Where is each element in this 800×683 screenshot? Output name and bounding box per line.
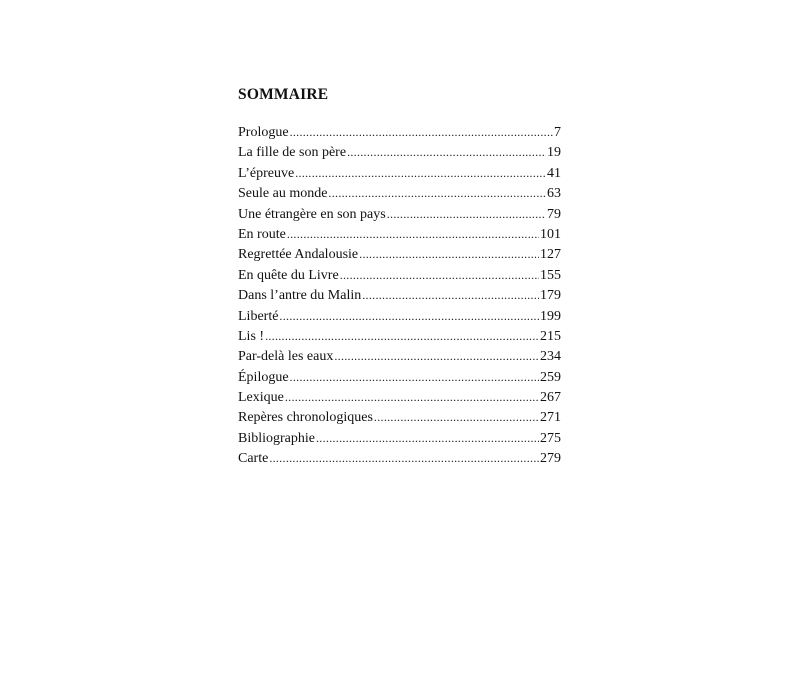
toc-entry xyxy=(238,142,561,162)
toc-leader-dots xyxy=(359,244,539,264)
toc-leader-dots xyxy=(295,163,546,183)
toc-entry xyxy=(238,265,561,285)
toc-leader-dots xyxy=(347,142,546,162)
toc-entry xyxy=(238,346,561,366)
toc-entry xyxy=(238,306,561,326)
toc-entry-label: Épilogue xyxy=(238,369,289,385)
toc-entry-label: Prologue xyxy=(238,125,289,140)
toc-entry-page: 155 xyxy=(540,267,561,283)
toc-entry xyxy=(238,407,561,427)
toc-entry-page: 279 xyxy=(540,451,561,467)
toc-entry-page: 127 xyxy=(540,247,561,263)
toc-entry-page: 63 xyxy=(547,186,561,202)
toc-entry xyxy=(238,183,561,203)
toc-entry xyxy=(238,244,561,264)
toc-leader-dots xyxy=(287,224,539,244)
toc-entry-page: 271 xyxy=(540,410,561,426)
toc-entry-label: En quête du Livre xyxy=(238,267,339,283)
toc-entry-page: 79 xyxy=(547,206,561,222)
toc-entry xyxy=(238,367,561,387)
toc-entry-page: 7 xyxy=(554,125,561,140)
toc-entry-label: La fille de son père xyxy=(238,145,347,161)
toc-entry-page: 199 xyxy=(540,308,561,324)
toc-entry-label: Lexique xyxy=(238,390,284,406)
toc-entry-page: 179 xyxy=(540,288,561,304)
toc-entry-page: 41 xyxy=(547,165,561,181)
toc-leader-dots xyxy=(387,204,546,224)
toc-entry-page: 234 xyxy=(540,349,561,365)
toc-leader-dots xyxy=(362,285,539,305)
toc-leader-dots xyxy=(290,367,539,387)
toc-leader-dots xyxy=(265,326,539,346)
toc-entry xyxy=(238,122,561,142)
toc-entry-page: 101 xyxy=(540,226,561,242)
toc-leader-dots xyxy=(340,265,539,285)
toc-entry xyxy=(238,326,561,346)
toc-entry-label: Liberté xyxy=(238,308,279,324)
toc-leader-dots xyxy=(334,346,539,366)
toc-entry-label: Par-delà les eaux xyxy=(238,349,334,365)
toc-entry xyxy=(238,163,561,183)
toc-entry xyxy=(238,387,561,407)
toc-entry-label: Seule au monde xyxy=(238,186,328,202)
toc-entry-page: 259 xyxy=(540,369,561,385)
toc-entry-page: 19 xyxy=(547,145,561,161)
toc-leader-dots xyxy=(290,122,553,142)
toc-entry-page: 275 xyxy=(540,430,561,446)
toc-entry xyxy=(238,428,561,448)
toc-entry-label: Lis ! xyxy=(238,328,265,344)
toc-entry-page: 267 xyxy=(540,390,561,406)
toc-leader-dots xyxy=(269,448,539,468)
toc-entry-label: Regrettée Andalousie xyxy=(238,247,359,263)
toc-entry xyxy=(238,448,561,468)
toc-entry xyxy=(238,224,561,244)
toc-leader-dots xyxy=(328,183,546,203)
toc-entry-label: Carte xyxy=(238,451,269,467)
toc-entry-label: Bibliographie xyxy=(238,430,315,446)
toc-entry-label: L’épreuve xyxy=(238,165,295,181)
toc-leader-dots xyxy=(285,387,539,407)
toc-entry-label: Dans l’antre du Malin xyxy=(238,288,362,304)
toc-leader-dots xyxy=(279,306,539,326)
table-of-contents xyxy=(238,122,561,469)
toc-leader-dots xyxy=(316,428,539,448)
toc-entry-label: Une étrangère en son pays xyxy=(238,206,386,222)
toc-leader-dots xyxy=(374,407,539,427)
page-title: SOMMAIRE xyxy=(238,86,329,103)
toc-entry-label: En route xyxy=(238,226,286,242)
toc-entry-page: 215 xyxy=(540,328,561,344)
toc-entry-label: Repères chronologiques xyxy=(238,410,373,426)
toc-entry xyxy=(238,285,561,305)
toc-entry xyxy=(238,204,561,224)
